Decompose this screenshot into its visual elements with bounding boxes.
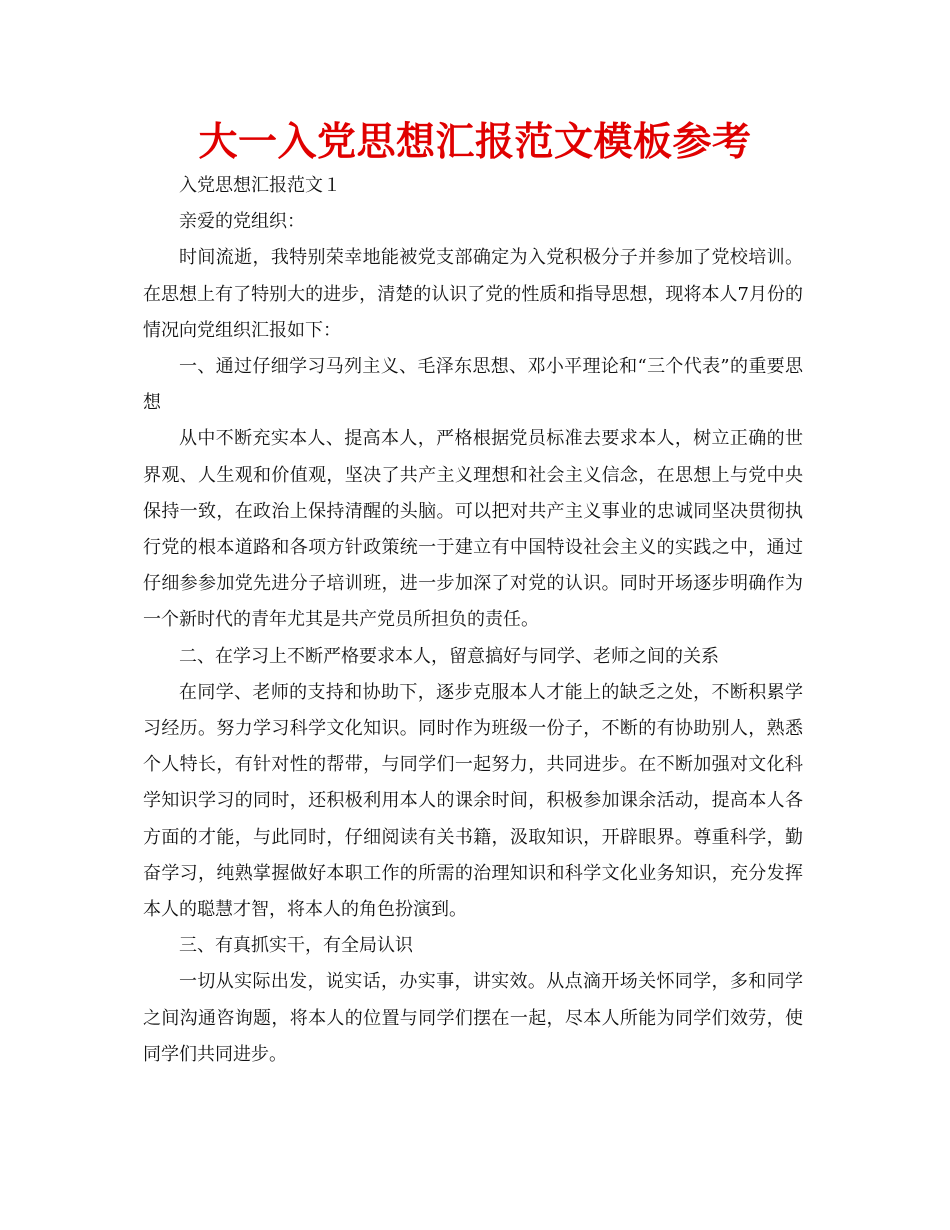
paragraph: 从中不断充实本人、提高本人，严格根据党员标准去要求本人，树立正确的世界观、人生观和价值观，坚决了共产主义理想和社会主义信念，在思想上与党中央保持一致，在政治上保持清醒的头脑。可以把对共产主义事业的忠诚同坚决贯彻执行党的根本道路和各项方针政策统一于建立有中国特设社会主义的实践之中，通过仔细参参加党先进分子培训班，进一步加深了对党的认识。同时开场逐步明确作为一个新时代的青年尤其是共产党员所担负的责任。 bbox=[143, 428, 803, 631]
paragraph: 一切从实际出发，说实话，办实事，讲实效。从点滴开场关怀同学，多和同学之间沟通咨询题，将本人的位置与同学们摆在一起，尽本人所能为同学们效劳，使同学们共同进步。 bbox=[143, 971, 803, 1065]
document-title: 大一入党思想汇报范文模板参考 bbox=[198, 120, 752, 165]
paragraph: 时间流逝，我特别荣幸地能被党支部确定为入党积极分子并参加了党校培训。在思想上有了特别大的进步，清楚的认识了党的性质和指导思想，现将本人7月份的情况向党组织汇报如下： bbox=[143, 247, 803, 341]
paragraph-salutation: 亲爱的党组织： bbox=[179, 211, 305, 233]
section-heading: 二、在学习上不断严格要求本人，留意搞好与同学、老师之间的关系 bbox=[179, 645, 719, 667]
section-heading: 三、有真抓实干，有全局认识 bbox=[179, 935, 413, 957]
document-body bbox=[143, 168, 803, 1073]
paragraph-heading: 入党思想汇报范文１ bbox=[179, 175, 341, 196]
paragraph: 在同学、老师的支持和协助下，逐步克服本人才能上的缺乏之处，不断积累学习经历。努力学习科学文化知识。同时作为班级一份子，不断的有协助别人，熟悉个人特长，有针对性的帮带，与同学们一起努力，共同进步。在不断加强对文化科学知识学习的同时，还积极利用本人的课余时间，积极参加课余活动，提高本人各方面的才能，与此同时，仔细阅读有关书籍，汲取知识，开辟眼界。尊重科学，勤奋学习，纯熟掌握做好本职工作的所需的治理知识和科学文化业务知识，充分发挥本人的聪慧才智，将本人的角色扮演到。 bbox=[143, 681, 803, 921]
section-heading: 一、通过仔细学习马列主义、毛泽东思想、邓小平理论和“三个代表”的重要思想 bbox=[143, 356, 803, 414]
